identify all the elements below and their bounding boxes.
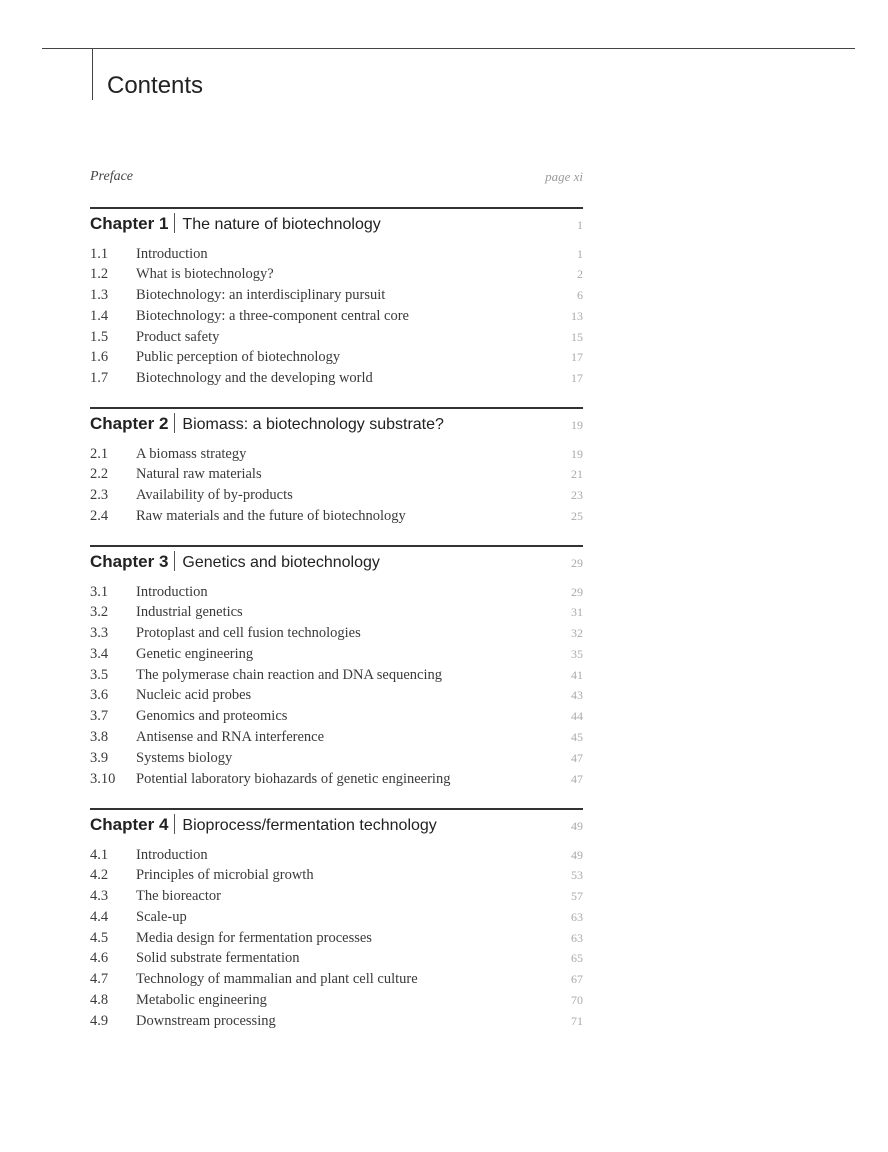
entry-page: 57 <box>571 889 583 904</box>
chapter-separator <box>174 814 175 834</box>
toc-entry <box>90 506 583 527</box>
toc-entry <box>90 368 583 389</box>
entry-page: 6 <box>577 288 583 303</box>
entry-title: Biotechnology: a three-component central core <box>136 307 409 324</box>
entry-number: 3.5 <box>90 666 109 683</box>
entry-page: 15 <box>571 329 583 344</box>
entry-title: Nucleic acid probes <box>136 687 252 704</box>
toc-entry <box>90 464 583 485</box>
chapter-label: Chapter 4 <box>90 814 169 834</box>
toc-entry <box>90 485 583 506</box>
chapter-label: Chapter 2 <box>90 413 169 433</box>
title-bar <box>92 48 93 100</box>
toc-entry <box>90 623 583 644</box>
entry-title: Biotechnology: an interdisciplinary pursuit <box>136 287 386 304</box>
entry-title: Introduction <box>136 583 208 600</box>
toc-entry <box>90 644 583 665</box>
chapter-page: 19 <box>571 417 583 432</box>
entry-page: 47 <box>571 750 583 765</box>
entry-number: 1.4 <box>90 307 109 324</box>
entry-page: 31 <box>571 605 583 620</box>
entry-title: Natural raw materials <box>136 466 262 483</box>
chapter-section <box>90 207 583 389</box>
entry-title: Availability of by-products <box>136 487 293 504</box>
entry-title: Downstream processing <box>136 1012 276 1029</box>
entry-title: The bioreactor <box>136 888 221 905</box>
entry-title: A biomass strategy <box>136 445 247 462</box>
toc-entry <box>90 990 583 1011</box>
entry-number: 1.6 <box>90 349 109 366</box>
toc-entry <box>90 886 583 907</box>
entry-title: Product safety <box>136 328 220 345</box>
entry-page: 1 <box>577 246 583 261</box>
entry-title: Media design for fermentation processes <box>136 929 372 946</box>
entry-number: 4.1 <box>90 846 109 863</box>
toc-entry <box>90 769 583 790</box>
entry-title: Introduction <box>136 245 208 262</box>
page-title: Contents <box>107 72 204 99</box>
toc-entry <box>90 706 583 727</box>
entry-title: Solid substrate fermentation <box>136 950 300 967</box>
toc-entry <box>90 244 583 265</box>
entry-page: 35 <box>571 646 583 661</box>
chapter-page: 49 <box>571 818 583 833</box>
entry-page: 71 <box>571 1013 583 1028</box>
entry-page: 63 <box>571 930 583 945</box>
chapter-title: Biomass: a biotechnology substrate? <box>182 415 444 433</box>
chapter-section <box>90 808 583 1032</box>
top-rule <box>42 48 855 49</box>
toc-entry <box>90 444 583 465</box>
chapter-section <box>90 407 583 527</box>
entry-page: 63 <box>571 909 583 924</box>
entry-title: Protoplast and cell fusion technologies <box>136 625 361 642</box>
chapter-separator <box>174 551 175 571</box>
entry-title: Technology of mammalian and plant cell culture <box>136 971 418 988</box>
entry-page: 32 <box>571 626 583 641</box>
entry-title: Scale-up <box>136 908 187 925</box>
preface-page: page xi <box>545 169 583 184</box>
preface-label: Preface <box>90 169 134 184</box>
chapter-rule <box>90 407 583 409</box>
toc-entry <box>90 727 583 748</box>
entry-page: 47 <box>571 771 583 786</box>
entry-page: 70 <box>571 993 583 1008</box>
toc-entry <box>90 969 583 990</box>
entry-title: The polymerase chain reaction and DNA sequencing <box>136 666 443 683</box>
entry-number: 4.8 <box>90 992 109 1009</box>
entry-page: 13 <box>571 308 583 323</box>
entry-page: 17 <box>571 371 583 386</box>
toc-entry <box>90 347 583 368</box>
entry-page: 45 <box>571 730 583 745</box>
entry-number: 1.7 <box>90 370 109 387</box>
entry-number: 4.4 <box>90 908 109 925</box>
entry-page: 43 <box>571 688 583 703</box>
toc-entry <box>90 1011 583 1032</box>
entry-page: 53 <box>571 868 583 883</box>
toc-entry <box>90 285 583 306</box>
entry-number: 4.9 <box>90 1012 109 1029</box>
entry-number: 3.3 <box>90 625 109 642</box>
entry-number: 1.3 <box>90 287 109 304</box>
toc-entry <box>90 865 583 886</box>
entry-number: 4.5 <box>90 929 109 946</box>
toc-entry <box>90 306 583 327</box>
chapter-title: The nature of biotechnology <box>182 215 381 233</box>
entry-title: Genomics and proteomics <box>136 708 288 725</box>
toc-entry <box>90 748 583 769</box>
chapter-heading <box>90 814 583 845</box>
entry-title: Public perception of biotechnology <box>136 349 341 366</box>
entry-number: 3.2 <box>90 604 109 621</box>
entry-number: 3.4 <box>90 645 109 662</box>
chapter-title: Genetics and biotechnology <box>182 553 380 571</box>
entry-page: 25 <box>571 508 583 523</box>
chapter-page: 29 <box>571 555 583 570</box>
chapter-heading <box>90 551 583 582</box>
entry-page: 67 <box>571 972 583 987</box>
entry-number: 2.1 <box>90 445 109 462</box>
entry-number: 3.9 <box>90 749 109 766</box>
toc-entry <box>90 907 583 928</box>
chapter-label: Chapter 1 <box>90 213 169 233</box>
chapter-separator <box>174 213 175 233</box>
entry-title: Systems biology <box>136 749 233 766</box>
entry-page: 29 <box>571 584 583 599</box>
entry-page: 2 <box>577 267 583 282</box>
entry-number: 4.7 <box>90 971 109 988</box>
entry-page: 19 <box>571 446 583 461</box>
toc-entry <box>90 327 583 348</box>
chapter-rule <box>90 545 583 547</box>
entry-page: 21 <box>571 467 583 482</box>
entry-page: 23 <box>571 488 583 503</box>
chapter-label: Chapter 3 <box>90 551 169 571</box>
toc-entry <box>90 602 583 623</box>
entry-page: 17 <box>571 350 583 365</box>
entry-title: Industrial genetics <box>136 604 243 621</box>
toc-entry <box>90 665 583 686</box>
entry-number: 3.7 <box>90 708 109 725</box>
entry-number: 4.6 <box>90 950 109 967</box>
entry-number: 1.5 <box>90 328 109 345</box>
entry-title: Genetic engineering <box>136 645 254 662</box>
chapter-separator <box>174 413 175 433</box>
toc-entry <box>90 845 583 866</box>
entry-title: Introduction <box>136 846 208 863</box>
entry-title: Biotechnology and the developing world <box>136 370 373 387</box>
toc-entry <box>90 582 583 603</box>
entry-page: 41 <box>571 667 583 682</box>
entry-number: 4.3 <box>90 888 109 905</box>
toc-entry <box>90 264 583 285</box>
entry-title: Raw materials and the future of biotechnology <box>136 507 406 524</box>
chapter-heading <box>90 413 583 444</box>
entry-title: Antisense and RNA interference <box>136 729 325 746</box>
entry-title: What is biotechnology? <box>136 266 274 283</box>
toc-entry <box>90 928 583 949</box>
entry-title: Principles of microbial growth <box>136 867 314 884</box>
entry-number: 3.8 <box>90 729 109 746</box>
entry-number: 4.2 <box>90 867 109 884</box>
entry-number: 2.3 <box>90 487 109 504</box>
entry-number: 3.10 <box>90 770 116 787</box>
entry-number: 2.2 <box>90 466 109 483</box>
entry-number: 3.6 <box>90 687 109 704</box>
entry-number: 3.1 <box>90 583 109 600</box>
entry-number: 1.2 <box>90 266 109 283</box>
entry-title: Metabolic engineering <box>136 992 267 1009</box>
chapter-section <box>90 545 583 789</box>
chapter-heading <box>90 213 583 244</box>
toc-entry <box>90 948 583 969</box>
chapter-page: 1 <box>577 217 583 232</box>
entry-page: 65 <box>571 951 583 966</box>
chapter-rule <box>90 808 583 810</box>
toc-entry <box>90 685 583 706</box>
entry-number: 1.1 <box>90 245 109 262</box>
chapter-rule <box>90 207 583 209</box>
entry-page: 44 <box>571 709 583 724</box>
entry-title: Potential laboratory biohazards of genetic engineering <box>136 770 451 787</box>
entry-number: 2.4 <box>90 507 109 524</box>
entry-page: 49 <box>571 847 583 862</box>
preface-entry <box>90 169 583 185</box>
chapter-title: Bioprocess/fermentation technology <box>182 816 437 834</box>
